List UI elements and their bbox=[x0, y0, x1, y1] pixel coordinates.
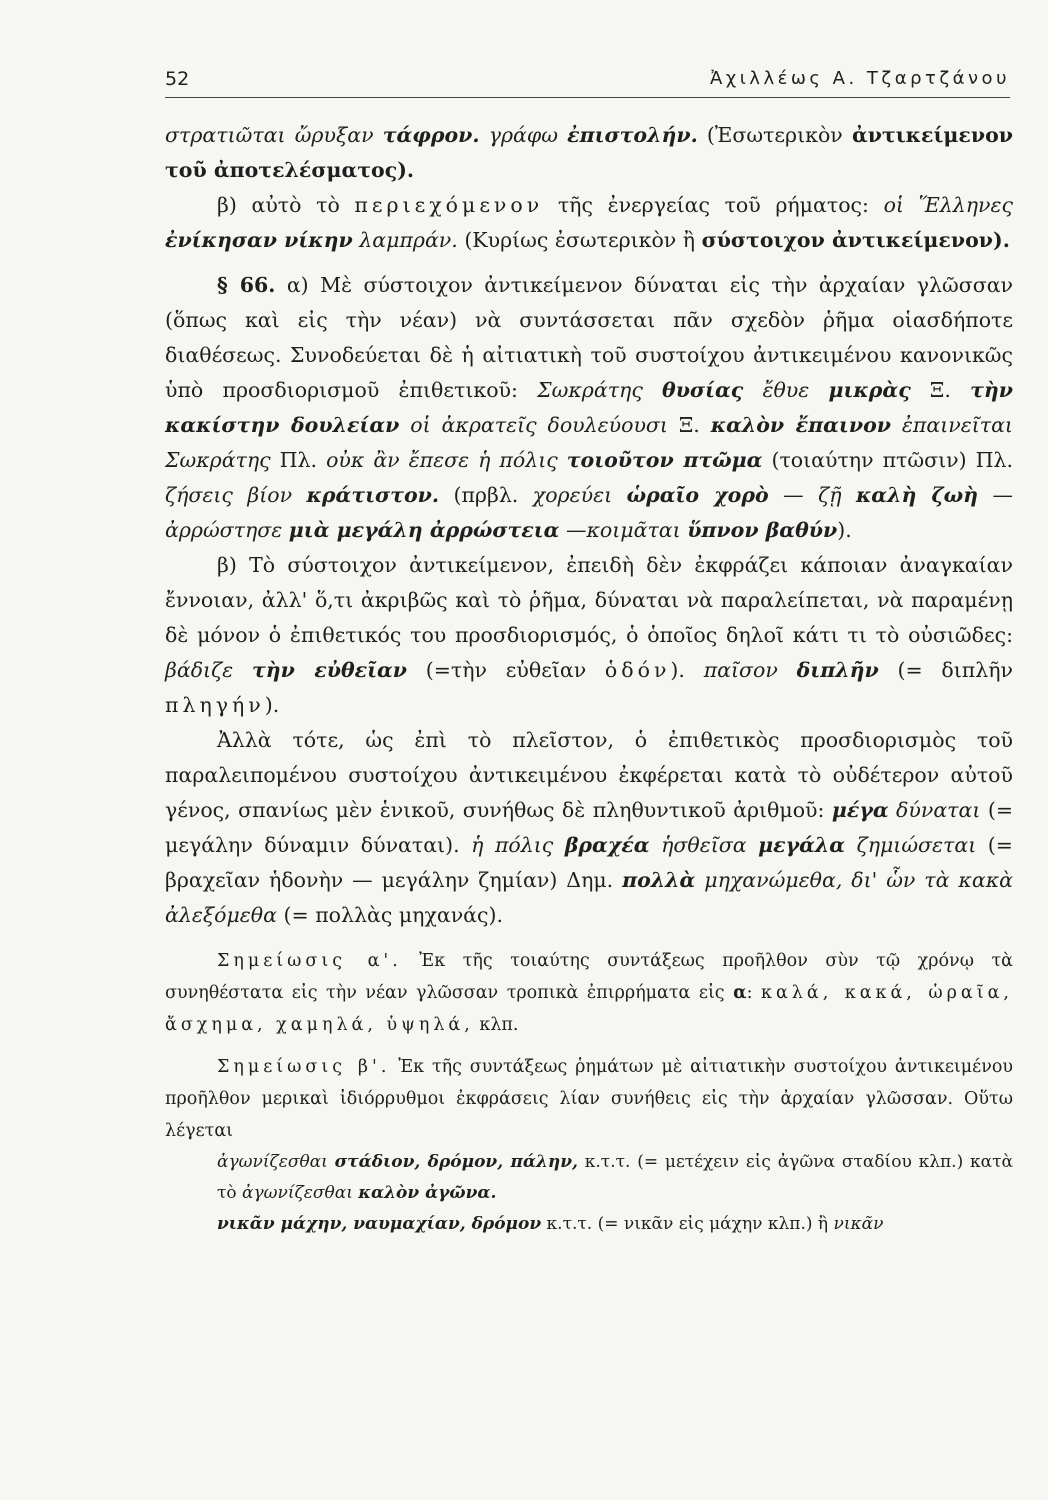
note-b bbox=[165, 1051, 1013, 1147]
text-run: διπλῆν bbox=[796, 658, 879, 682]
example-1 bbox=[165, 1147, 1013, 1209]
text-run: — ζῇ bbox=[768, 483, 856, 507]
page-body bbox=[165, 118, 1013, 1240]
text-run: ὁδόν bbox=[604, 658, 671, 682]
text-run: καλὸν ἀγῶνα. bbox=[358, 1183, 497, 1203]
text-run: καλὸν ἔπαινον bbox=[710, 413, 891, 437]
text-run: τοιοῦτον πτῶμα bbox=[566, 448, 763, 472]
text-run: βάδιζε bbox=[165, 658, 252, 682]
page-number: 52 bbox=[165, 68, 190, 90]
text-run: θυσίας bbox=[662, 378, 744, 402]
text-run: ). bbox=[837, 518, 852, 542]
text-run: ἐπαινεῖται Σωκράτης bbox=[165, 413, 1013, 472]
text-run: Ἐκ τῆς συντάξεως ῥημάτων μὲ αἰτιατικὴν συστοίχου ἀντικειμένου προῆλθον μερικαὶ ἰδιόρρυθμοι ἐκφράσεις λίαν συνήθεις εἰς τὴν ἀρχαίαν γλῶσσαν. Οὕτω λέγεται bbox=[165, 1057, 1014, 1141]
header-rule bbox=[165, 97, 1010, 98]
note-label: Σημείωσις β'. bbox=[217, 1057, 391, 1077]
text-run: στρατιῶται ὤρυξαν bbox=[165, 123, 383, 147]
text-run: ). bbox=[670, 658, 704, 682]
text-run: (Κυρίως ἐσωτερικὸν ἢ bbox=[457, 228, 702, 252]
note-a bbox=[165, 945, 1013, 1041]
text-run: βίον bbox=[247, 483, 293, 507]
text-run: νικᾶν bbox=[833, 1214, 884, 1234]
text-run: (= πολλὰς μηχανάς). bbox=[276, 903, 504, 927]
text-run: ). bbox=[264, 693, 280, 717]
text-run: γράφω bbox=[479, 123, 568, 147]
text-run: Πλ. bbox=[270, 448, 327, 472]
text-run: (=τὴν εὐθεῖαν bbox=[407, 658, 605, 682]
text-run: (τοιαύτην πτῶσιν) Πλ. bbox=[762, 448, 1013, 472]
paragraph-2 bbox=[165, 188, 1013, 258]
example-2 bbox=[165, 1209, 1013, 1240]
text-run: κλπ. bbox=[473, 1015, 519, 1035]
text-run: τάφρον. bbox=[382, 123, 480, 147]
text-run: μικρὰς bbox=[828, 378, 911, 402]
text-run: —κοιμᾶται bbox=[559, 518, 688, 542]
text-run: νικᾶν μάχην, ναυμαχίαν, δρόμον bbox=[217, 1214, 542, 1234]
text-run: ἡ πόλις bbox=[471, 833, 565, 857]
text-run: ζήσεις bbox=[165, 483, 248, 507]
text-run: : bbox=[746, 983, 762, 1003]
text-run: χορεύει bbox=[532, 483, 627, 507]
text-run: ὕπνον βαθύν bbox=[687, 518, 838, 542]
text-run: κ.τ.τ. (= νικᾶν εἰς μάχην κλπ.) ἢ bbox=[541, 1214, 834, 1234]
text-run: οἱ ἀκρατεῖς δουλεύουσι bbox=[399, 413, 668, 437]
text-run: κράτιστον. bbox=[306, 483, 439, 507]
text-run: ἀγωνίζεσθαι bbox=[217, 1152, 335, 1172]
note-label: Σημείωσις α'. bbox=[217, 951, 402, 971]
paragraph-alla bbox=[165, 723, 1013, 933]
text-run: ἔθυε bbox=[743, 378, 829, 402]
text-run: α bbox=[733, 983, 747, 1003]
text-run: Ξ. bbox=[667, 413, 711, 437]
text-run: περιεχόμενον bbox=[354, 193, 544, 217]
paragraph-b bbox=[165, 548, 1013, 723]
text-run: Ἀλλὰ τότε, ὡς ἐπὶ τὸ πλεῖστον, ὁ ἐπιθετικὸς προσδιορισμὸς τοῦ παραλειπομένου συστοίχου ἀντικειμένου ἐκφέρεται κατὰ τὸ οὐδέτερον αὐτοῦ γένος, σπανίως μὲν ἑνικοῦ, συνήθως δὲ πληθυντικοῦ ἀριθμοῦ: bbox=[165, 728, 1013, 822]
running-header bbox=[165, 68, 1010, 98]
text-run: τὴν κακίστην δουλείαν bbox=[165, 378, 1014, 437]
text-run: πληγήν bbox=[165, 693, 265, 717]
section-number: § 66. bbox=[217, 273, 276, 297]
text-run bbox=[292, 483, 306, 507]
text-run: (πρβλ. bbox=[438, 483, 533, 507]
text-run: τῆς ἐνεργείας τοῦ ρήματος: bbox=[543, 193, 884, 217]
text-run: ἐνίκησαν νίκην bbox=[165, 228, 353, 252]
text-run: β) Τὸ σύστοιχον ἀντικείμενον, ἐπειδὴ δὲν ἐκφράζει κάποιαν ἀναγκαίαν ἔννοιαν, ἀλλ' ὅ,τι ἀκριβῶς καὶ τὸ ῥῆμα, δύναται νὰ παραλείπεται, νὰ παραμένῃ δὲ μόνον ὁ ἐπιθετικός του προσδιορισμός, ὁ ὁποῖος δηλοῖ κάτι τι τὸ οὐσιῶδες: bbox=[165, 553, 1013, 647]
text-run: Ξ. bbox=[910, 378, 971, 402]
text-run: βραχέα bbox=[564, 833, 650, 857]
text-run: κ.τ.τ. (= μετέχειν εἰς ἀγῶνα σταδίου κλπ.) κατὰ τὸ bbox=[217, 1152, 1014, 1203]
paragraph-66 bbox=[165, 268, 1013, 548]
text-run: — ἀρρώστησε bbox=[165, 483, 1013, 542]
text-run: ἀγωνίζεσθαι bbox=[242, 1183, 359, 1203]
text-run: μεγάλα bbox=[758, 833, 846, 857]
text-run: (= μεγάλην δύναμιν δύναται). bbox=[165, 798, 1013, 857]
text-run: μέγα bbox=[831, 798, 889, 822]
text-run: ἀντικείμενον τοῦ ἀποτελέσματος). bbox=[165, 123, 1013, 182]
text-run: Σωκράτης bbox=[537, 378, 663, 402]
text-run: παῖσον bbox=[703, 658, 797, 682]
text-run: ὡραῖο χορὸ bbox=[626, 483, 769, 507]
text-run: ἐπιστολήν. bbox=[567, 123, 698, 147]
text-run: (= διπλῆν bbox=[878, 658, 1014, 682]
text-run: μιὰ μεγάλη ἀρρώστεια bbox=[288, 518, 560, 542]
text-run: β) αὐτὸ τὸ bbox=[217, 193, 355, 217]
text-run: Ἐκ τῆς τοιαύτης συντάξεως προῆλθον σὺν τῷ χρόνῳ τὰ συνηθέστατα εἰς τὴν νέαν γλῶσσαν τροπικὰ ἐπιρρήματα εἰς bbox=[165, 951, 1013, 1003]
text-run: α) Μὲ σύστοιχον ἀντικείμενον δύναται εἰς τὴν ἀρχαίαν γλῶσσαν (ὅπως καὶ εἰς τὴν νέαν) νὰ συντάσσεται πᾶν σχεδὸν ῥῆμα οἱασδήποτε διαθέσεως. Συνοδεύεται δὲ ἡ αἰτιατικὴ τοῦ συστοίχου ἀντικειμένου κανονικῶς ὑπὸ προσδιορισμοῦ ἐπιθετικοῦ: bbox=[165, 273, 1013, 402]
text-run: πολλὰ bbox=[622, 868, 696, 892]
text-run: τὴν εὐθεῖαν bbox=[251, 658, 407, 682]
text-run: ἡσθεῖσα bbox=[649, 833, 759, 857]
text-run: λαμπράν. bbox=[352, 228, 458, 252]
running-title: Ἀχιλλέως Α. Τζαρτζάνου bbox=[709, 68, 1010, 89]
text-run: ζημιώσεται bbox=[845, 833, 977, 857]
text-run: στάδιον, δρόμον, πάλην, bbox=[334, 1152, 578, 1172]
text-run: δύναται bbox=[888, 798, 981, 822]
text-run: σύστοιχον ἀντικείμενον). bbox=[701, 228, 1010, 252]
text-run: (Ἐσωτερικὸν bbox=[697, 123, 852, 147]
text-run: μηχανώμεθα, δι' ὧν τὰ κακὰ ἀλεξόμεθα bbox=[165, 868, 1013, 927]
paragraph-1 bbox=[165, 118, 1013, 188]
text-run: οἱ Ἕλληνες bbox=[883, 193, 1013, 217]
text-run: οὐκ ἂν ἔπεσε ἡ πόλις bbox=[326, 448, 567, 472]
text-run: (= βραχεῖαν ἡδονὴν — μεγάλην ζημίαν) Δημ. bbox=[165, 833, 1013, 892]
text-run: καλὴ ζωὴ bbox=[855, 483, 979, 507]
text-run: καλά, κακά, ὡραῖα, ἄσχημα, χαμηλά, ὑψηλά, bbox=[165, 983, 1013, 1035]
